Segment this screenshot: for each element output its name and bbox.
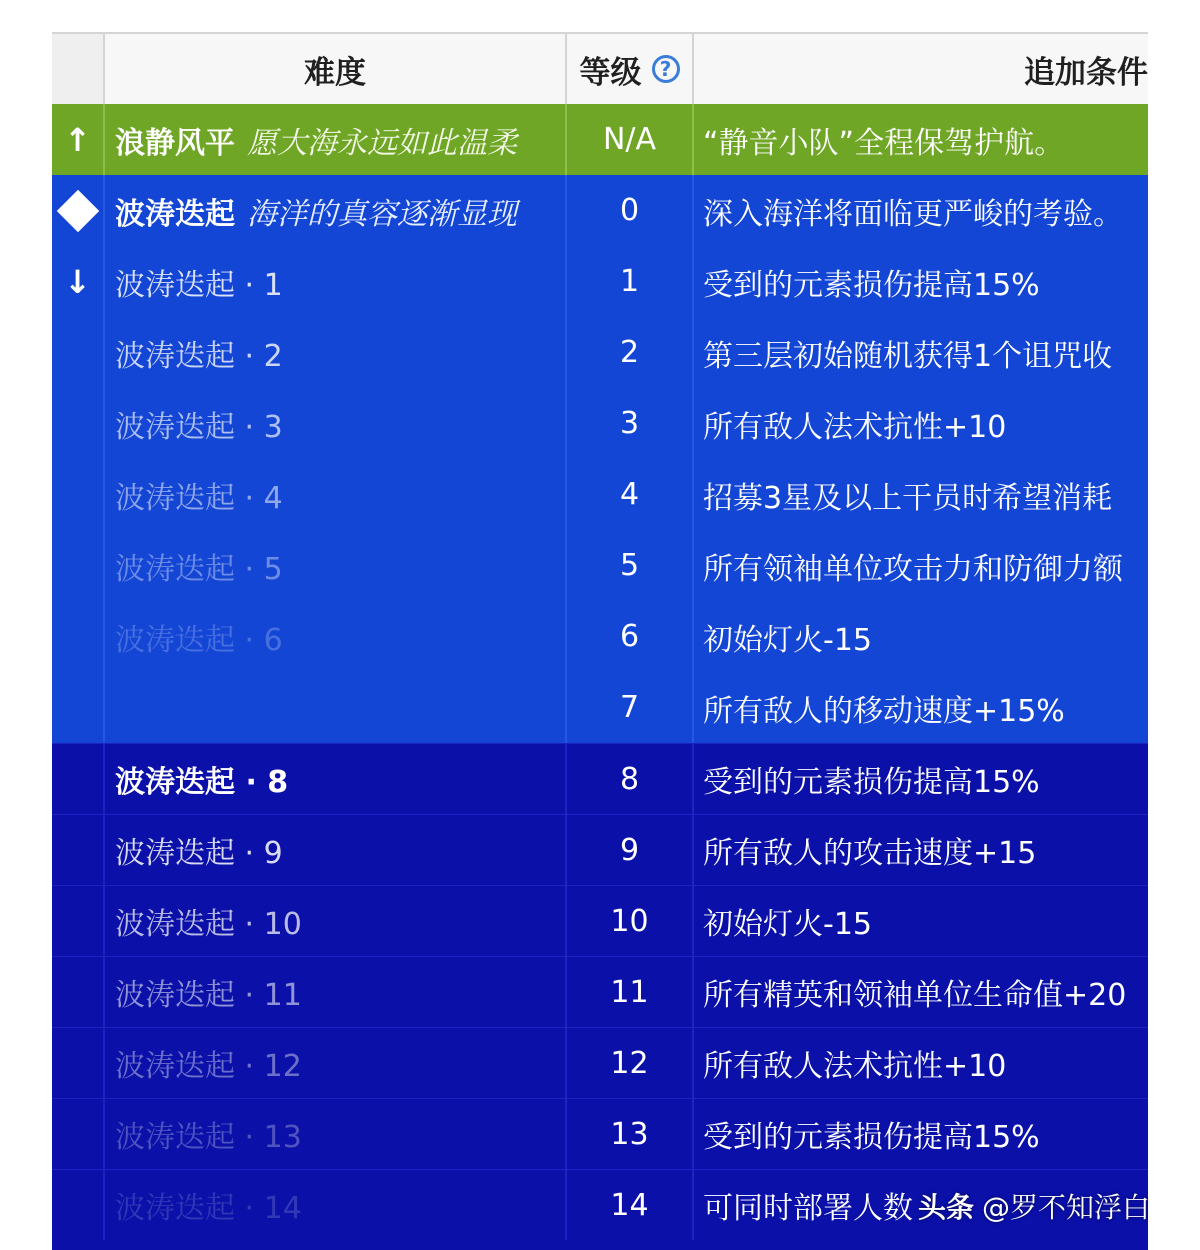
difficulty-name: 波涛迭起: [115, 196, 235, 232]
level-value: 14: [610, 1187, 649, 1223]
level-value: 2: [619, 335, 640, 370]
header-condition[interactable]: 追加条件: [692, 34, 1148, 104]
difficulty-level-row[interactable]: [52, 814, 1148, 885]
difficulty-name-cell: [103, 104, 565, 175]
difficulty-name-cell: [103, 388, 565, 459]
difficulty-name-cell: [103, 744, 565, 814]
difficulty-name-cell: [103, 459, 565, 530]
condition-text: 受到的元素损伤提高15%: [703, 267, 1040, 303]
header-level-cell[interactable]: [565, 34, 692, 104]
difficulty-name-cell: [103, 957, 565, 1027]
condition-cell: [692, 886, 1148, 956]
difficulty-name: 波涛迭起 · 1: [115, 267, 283, 303]
difficulty-name: 波涛迭起 · 8: [115, 765, 289, 800]
arrow-cell: [52, 601, 103, 672]
condition-text: 受到的元素损伤提高15%: [703, 765, 1040, 800]
watermark-account: @罗不知浮白: [982, 1191, 1151, 1224]
difficulty-name-cell: [103, 530, 565, 601]
header-blank-cell: [52, 34, 103, 104]
arrow-cell: [52, 672, 103, 743]
level-value: 13: [610, 1116, 649, 1152]
level-cell: [565, 815, 692, 885]
condition-cell: [692, 1099, 1148, 1169]
header-level[interactable]: 等级: [579, 54, 642, 91]
level-value: 10: [610, 903, 649, 939]
level-value: 8: [619, 761, 640, 797]
arrow-cell: [52, 388, 103, 459]
difficulty-name: 波涛迭起 · 13: [115, 1120, 302, 1155]
arrow-cell: [52, 459, 103, 530]
difficulty-level-row[interactable]: [52, 672, 1148, 743]
header-difficulty[interactable]: 难度: [103, 34, 565, 104]
difficulty-name-cell: [103, 886, 565, 956]
difficulty-level-row[interactable]: [52, 246, 1148, 317]
arrow-cell: [52, 317, 103, 388]
current-marker-cell: [52, 175, 103, 246]
condition-text: “静音小队”全程保驾护航。: [703, 125, 1065, 161]
difficulty-table: [52, 32, 1151, 1250]
condition-cell: [692, 957, 1148, 1027]
level-cell: [565, 1028, 692, 1098]
difficulty-subtitle: 海洋的真容逐渐显现: [247, 196, 517, 232]
difficulty-name: 波涛迭起 · 6: [115, 622, 283, 658]
level-value: 6: [619, 619, 640, 654]
difficulty-name-cell: [103, 672, 565, 743]
difficulty-name: 波涛迭起 · 2: [115, 338, 283, 374]
arrow-cell: [52, 1028, 103, 1098]
level-value: 0: [619, 193, 640, 228]
condition-cell: [692, 530, 1148, 601]
level-cell: [565, 1099, 692, 1169]
condition-text: 所有敌人法术抗性+10: [703, 1049, 1007, 1084]
condition-cell: [692, 1028, 1148, 1098]
wave-dark-block: [52, 743, 1151, 1240]
difficulty-level-row[interactable]: [52, 530, 1148, 601]
difficulty-name-cell: [103, 175, 565, 246]
arrow-cell: [52, 815, 103, 885]
watermark-brand: 头条: [918, 1191, 975, 1224]
condition-cell: [692, 672, 1148, 743]
difficulty-level-row[interactable]: [52, 743, 1148, 814]
level-value: 11: [610, 974, 649, 1010]
condition-cell: [692, 104, 1148, 175]
level-cell: [565, 459, 692, 530]
difficulty-name-cell: [103, 246, 565, 317]
difficulty-level-row[interactable]: [52, 388, 1148, 459]
condition-cell: [692, 744, 1148, 814]
difficulty-name: 波涛迭起 · 14: [115, 1191, 302, 1226]
arrow-up-icon[interactable]: ↑: [64, 120, 91, 159]
level-value: 3: [619, 406, 640, 441]
arrow-cell: [52, 957, 103, 1027]
level-value: N/A: [602, 122, 657, 157]
level-cell: [565, 744, 692, 814]
condition-text: 所有领袖单位攻击力和防御力额: [703, 551, 1123, 587]
arrow-cell: [52, 1170, 103, 1240]
condition-text: 深入海洋将面临更严峻的考验。: [703, 196, 1123, 232]
condition-text: 受到的元素损伤提高15%: [703, 1120, 1040, 1155]
help-circle-icon[interactable]: ?: [652, 55, 680, 83]
level-value: 5: [619, 548, 640, 583]
condition-text: 所有精英和领袖单位生命值+20: [703, 978, 1127, 1013]
level-value: 1: [619, 264, 640, 299]
difficulty-level-row[interactable]: [52, 1027, 1148, 1098]
difficulty-subtitle: 愿大海永远如此温柔: [247, 125, 517, 161]
difficulty-level-row[interactable]: [52, 601, 1148, 672]
level-cell: [565, 886, 692, 956]
arrow-cell: [52, 886, 103, 956]
arrow-cell: [52, 744, 103, 814]
level-cell: [565, 246, 692, 317]
watermark: [918, 1186, 1150, 1226]
condition-cell: [692, 601, 1148, 672]
difficulty-level-row[interactable]: [52, 459, 1148, 530]
difficulty-level-row[interactable]: [52, 956, 1148, 1027]
difficulty-name: 浪静风平: [115, 125, 235, 161]
difficulty-name: 波涛迭起 · 5: [115, 551, 283, 587]
level-cell: [565, 957, 692, 1027]
condition-cell: [692, 175, 1148, 246]
condition-cell: [692, 459, 1148, 530]
condition-text: 初始灯火-15: [703, 907, 872, 942]
condition-text: 第三层初始随机获得1个诅咒收: [703, 338, 1113, 374]
difficulty-name-cell: [103, 1028, 565, 1098]
wave-light-block: [52, 175, 1148, 743]
difficulty-name-cell: [103, 1099, 565, 1169]
level-cell: [565, 530, 692, 601]
difficulty-level-row[interactable]: [52, 1098, 1148, 1169]
condition-cell: [692, 246, 1148, 317]
level-cell: [565, 388, 692, 459]
condition-text: 所有敌人法术抗性+10: [703, 409, 1007, 445]
level-value: 7: [619, 690, 640, 725]
difficulty-level-row[interactable]: [52, 885, 1148, 956]
arrow-down-icon[interactable]: ↓: [64, 262, 91, 301]
level-cell: [565, 1170, 692, 1240]
level-value: 4: [619, 477, 640, 512]
difficulty-name-cell: [103, 317, 565, 388]
condition-cell: [692, 388, 1148, 459]
condition-text: 招募3星及以上干员时希望消耗: [703, 480, 1113, 516]
level-cell: [565, 104, 692, 175]
level-cell: [565, 672, 692, 743]
difficulty-name: 波涛迭起 · 3: [115, 409, 283, 445]
level-cell: [565, 601, 692, 672]
level-value: 12: [610, 1045, 649, 1081]
difficulty-level-row[interactable]: [52, 317, 1148, 388]
condition-cell: [692, 815, 1148, 885]
difficulty-name: 波涛迭起 · 9: [115, 836, 283, 871]
condition-text: 初始灯火-15: [703, 622, 872, 658]
difficulty-name-cell: [103, 601, 565, 672]
condition-text: 可同时部署人数: [703, 1191, 913, 1226]
calm-sea-row[interactable]: [52, 104, 1148, 175]
difficulty-name: 波涛迭起 · 12: [115, 1049, 302, 1084]
condition-text: 所有敌人的移动速度+15%: [703, 693, 1065, 729]
table-header-row: [52, 32, 1148, 104]
arrow-cell: [52, 1099, 103, 1169]
level-value: 9: [619, 832, 640, 868]
condition-cell: [692, 317, 1148, 388]
difficulty-name-cell: [103, 815, 565, 885]
difficulty-name: 波涛迭起 · 4: [115, 480, 283, 516]
arrow-cell: [52, 530, 103, 601]
difficulty-name: 波涛迭起 · 11: [115, 978, 302, 1013]
condition-text: 所有敌人的攻击速度+15: [703, 836, 1037, 871]
difficulty-name-cell: [103, 1170, 565, 1240]
diamond-icon: [56, 189, 98, 231]
level-cell: [565, 175, 692, 246]
level-cell: [565, 317, 692, 388]
wave-current-row[interactable]: [52, 175, 1148, 246]
difficulty-name: 波涛迭起 · 10: [115, 907, 302, 942]
